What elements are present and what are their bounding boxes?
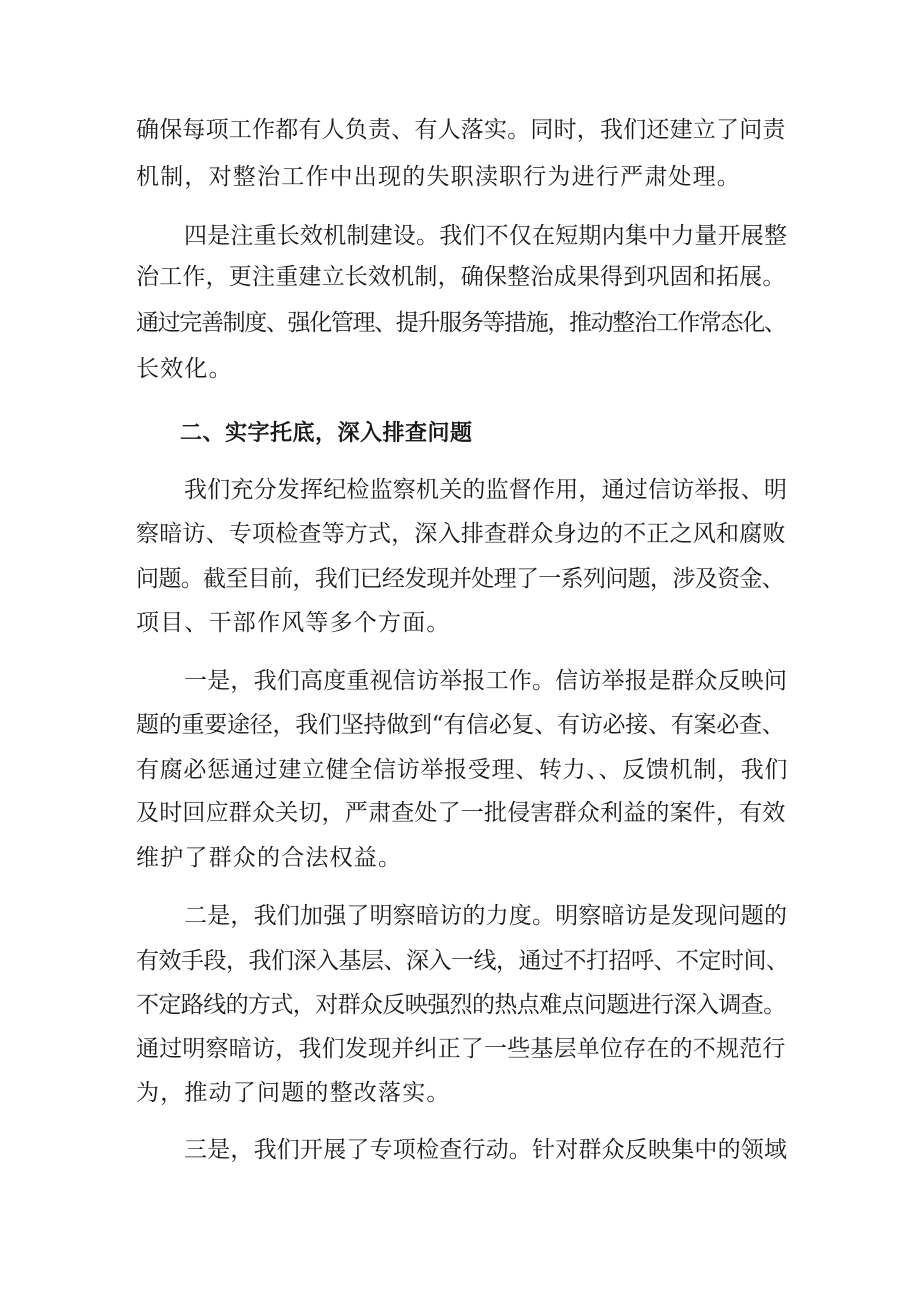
text-line: 不定路线的方式，对群众反映强烈的热点难点问题进行深入调查。 <box>136 992 786 1018</box>
paragraph-first-line: 我们充分发挥纪检监察机关的监督作用，通过信访举报、明 <box>184 477 788 503</box>
text-line: 通过明察暗访，我们发现并纠正了一些基层单位存在的不规范行 <box>136 1036 786 1062</box>
paragraph-first-line: 二是，我们加强了明察暗访的力度。明察暗访是发现问题的 <box>184 903 788 929</box>
section-heading: 二、实字托底，深入排查问题 <box>180 421 473 446</box>
text-line: 机制，对整治工作中出现的失职渎职行为进行严肃处理。 <box>136 164 741 190</box>
text-line: 长效化。 <box>136 356 233 382</box>
text-line: 项目、干部作风等多个方面。 <box>136 610 451 636</box>
text-line: 题的重要途径，我们坚持做到“有信必复、有访必接、有案必查、 <box>136 712 785 738</box>
paragraph-first-line: 四是注重长效机制建设。我们不仅在短期内集中力量开展整 <box>184 223 788 249</box>
text-line: 察暗访、专项检查等方式，深入排查群众身边的不正之风和腐败 <box>136 521 786 547</box>
text-line: 有腐必惩通过建立健全信访举报受理、转力、、反馈机制，我们 <box>136 757 789 783</box>
text-line: 有效手段，我们深入基层、深入一线，通过不打招呼、不定时间、 <box>136 948 789 974</box>
text-line: 治工作，更注重建立长效机制，确保整治成果得到巩固和拓展。 <box>136 264 786 290</box>
text-line: 通过完善制度、强化管理、提升服务等措施，推动整治工作常态化、 <box>136 310 786 336</box>
text-line: 为，推动了问题的整改落实。 <box>136 1080 451 1106</box>
text-line: 维护了群众的合法权益。 <box>136 845 403 871</box>
text-line: 问题。截至目前，我们已经发现并处理了一系列问题，涉及资金、 <box>136 566 785 592</box>
paragraph-first-line: 一是，我们高度重视信访举报工作。信访举报是群众反映问 <box>184 668 788 694</box>
paragraph-first-line: 三是，我们开展了专项检查行动。针对群众反映集中的领域 <box>184 1137 788 1163</box>
text-line: 及时回应群众关切，严肃查处了一批侵害群众利益的案件，有效 <box>136 800 786 826</box>
text-line: 确保每项工作都有人负责、有人落实。同时，我们还建立了问责 <box>136 117 786 143</box>
